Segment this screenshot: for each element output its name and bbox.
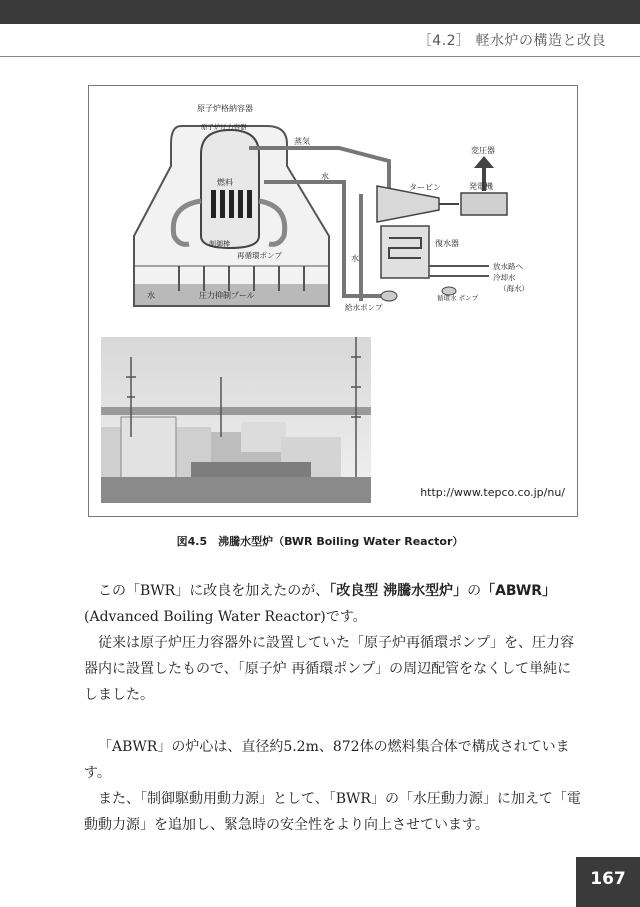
label-feedwater-pump: 給水ポンプ: [345, 303, 383, 312]
header-bar: [0, 0, 640, 24]
label-pressure-vessel: 原子炉圧力容器: [201, 123, 247, 131]
label-turbine: タービン: [409, 183, 441, 192]
label-steam: 蒸気: [294, 137, 310, 146]
power-plant-photo: [101, 337, 371, 503]
generator: [461, 193, 507, 215]
feedwater-pump: [381, 291, 397, 301]
bwr-diagram: [89, 86, 577, 331]
label-containment: 原子炉格納容器: [197, 104, 253, 113]
body-text: [84, 578, 584, 838]
figure-frame: [88, 85, 578, 517]
label-transformer: 変圧器: [471, 146, 495, 155]
label-discharge: 放水路へ: [493, 262, 523, 271]
label-generator: 発電機: [469, 182, 493, 191]
label-water-top: 水: [321, 172, 329, 181]
paragraph-3: 「ABWR」の炉心は、直径約5.2m、872体の燃料集合体で構成されています。: [84, 739, 570, 781]
paragraph-2: 従来は原子炉圧力容器外に設置していた「原子炉再循環ポンプ」を、圧力容器内に設置したもので、「原子炉 再循環ポンプ」の周辺配管をなくして単純にしました。: [84, 635, 574, 703]
label-recirc-pump: 再循環ポンプ: [237, 251, 282, 260]
label-cooling-water: 冷却水: [493, 273, 516, 282]
chapter-title: ［4.2］ 軽水炉の構造と改良: [417, 33, 606, 49]
label-fuel: 燃料: [217, 178, 233, 187]
label-suppression-pool: 圧力抑制プール: [199, 291, 255, 300]
label-water-right: 水: [351, 254, 359, 263]
paragraph-1: この「BWR」に改良を加えたのが、「改良型 沸騰水型炉」の「ABWR」 (Advanced Boiling Water Reactor)です。: [84, 583, 557, 625]
label-control-rod: 制御棒: [209, 240, 230, 248]
label-water-pool: 水: [147, 291, 155, 300]
paragraph-4: また、「制御駆動用動力源」として、「BWR」の「水圧動力源」に加えて「電動動力源」を追加し、緊急時の安全性をより向上させています。: [84, 791, 581, 833]
label-seawater: （海水）: [499, 284, 529, 293]
label-circ-pump: 循環水 ポンプ: [437, 294, 479, 302]
source-url: http://www.tepco.co.jp/nu/: [420, 486, 565, 499]
label-condenser: 復水器: [435, 239, 459, 248]
header-rule: [0, 56, 640, 57]
page-number: 167: [576, 857, 640, 907]
figure-caption: 図4.5 沸騰水型炉（BWR Boiling Water Reactor）: [176, 535, 464, 548]
